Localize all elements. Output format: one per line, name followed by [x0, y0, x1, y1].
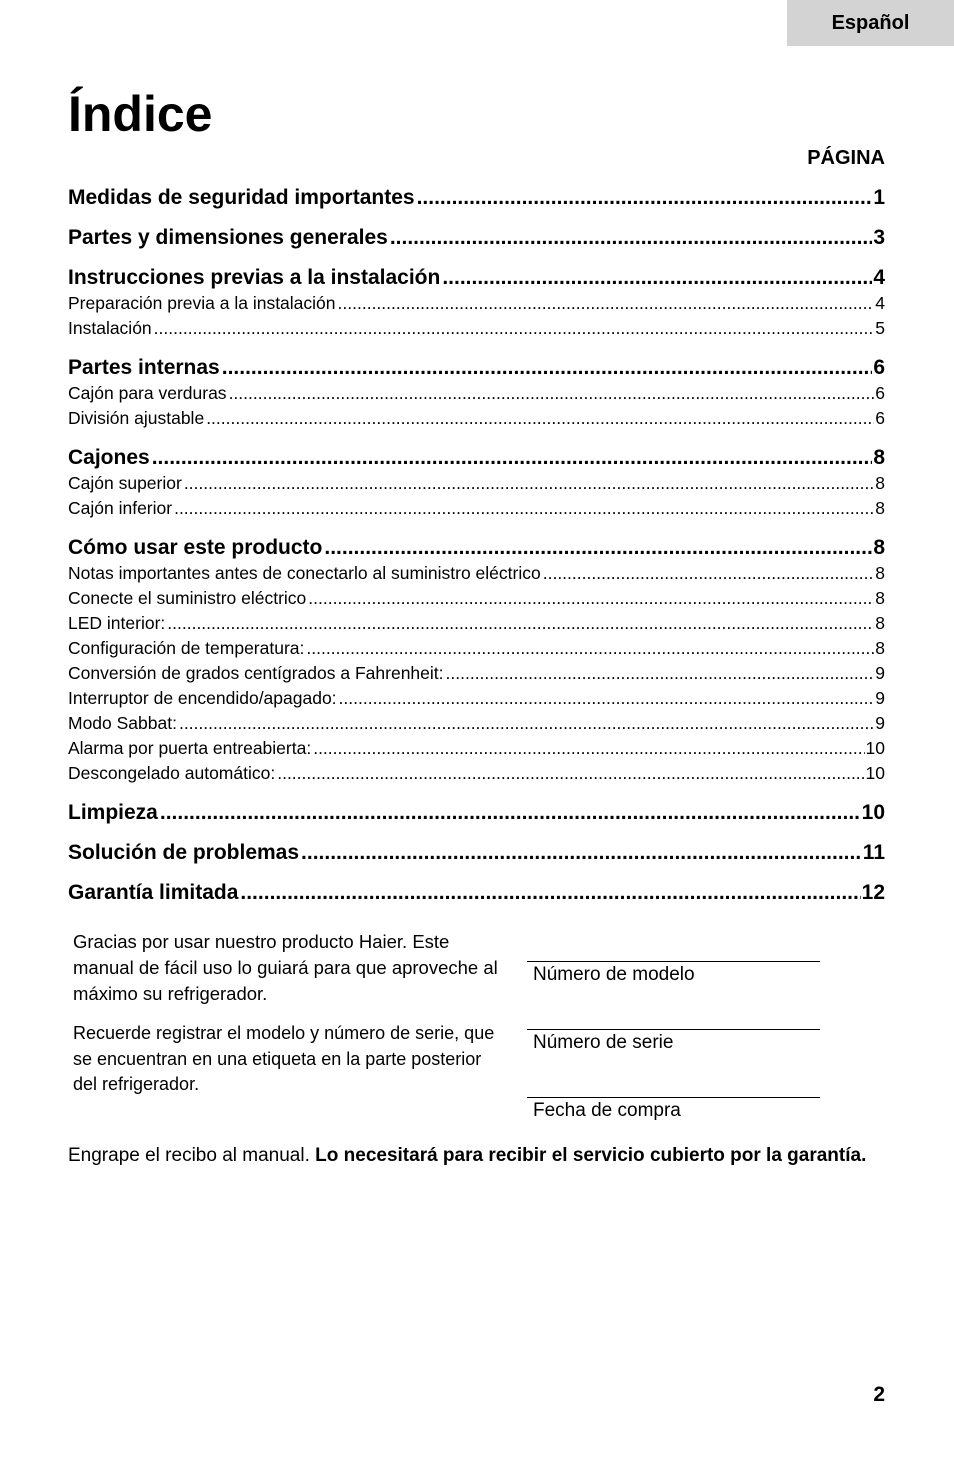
toc-entry-page: 4: [873, 266, 885, 289]
dot-leader: [152, 445, 873, 471]
toc-subentry-title: Notas importantes antes de conectarlo al suministro eléctrico: [68, 563, 541, 583]
toc-subentry-page: 9: [875, 688, 885, 708]
toc-section: [68, 185, 885, 211]
toc-subentry[interactable]: [68, 381, 885, 406]
toc-entry[interactable]: [68, 535, 885, 561]
toc-section: [68, 535, 885, 786]
dot-leader: [543, 561, 875, 586]
toc-entry-page: 10: [861, 801, 885, 824]
toc-subentry-page: 5: [875, 318, 885, 338]
dot-leader: [417, 185, 873, 211]
toc-entry[interactable]: [68, 840, 885, 866]
toc-subentry-title: Configuración de temperatura:: [68, 638, 305, 658]
toc-entry[interactable]: [68, 185, 885, 211]
dot-leader: [167, 611, 874, 636]
toc-subentry-page: 4: [875, 293, 885, 313]
toc-section: [68, 840, 885, 866]
toc-subentry-page: 6: [875, 408, 885, 428]
dot-leader: [174, 496, 874, 521]
staple-note-text: Engrape el recibo al manual.: [68, 1145, 316, 1166]
toc-subentry-page: 8: [875, 563, 885, 583]
page-column-header: PÁGINA: [807, 147, 885, 169]
thanks-paragraph: Gracias por usar nuestro producto Haier. Este manual de fácil uso lo guiará para que aproveche al máximo su refrigerador.: [73, 931, 498, 1004]
toc-subentry-title: Conversión de grados centígrados a Fahrenheit:: [68, 663, 444, 683]
toc-subentry[interactable]: [68, 586, 885, 611]
toc-subentry-page: 6: [875, 383, 885, 403]
toc-subentry-page: 10: [865, 763, 885, 783]
toc-subentry-title: Preparación previa a la instalación: [68, 293, 336, 313]
toc-subentry-page: 8: [875, 588, 885, 608]
toc-subentry-title: Modo Sabbat:: [68, 713, 177, 733]
toc-subentry-page: 8: [875, 613, 885, 633]
toc-entry-title: Garantía limitada: [68, 881, 239, 904]
toc-entry-page: 8: [873, 446, 885, 469]
toc-subentry-page: 9: [875, 663, 885, 683]
dot-leader: [160, 800, 861, 826]
toc-entry-page: 1: [873, 186, 885, 209]
toc-section: [68, 355, 885, 431]
model-number-label: Número de modelo: [533, 964, 695, 985]
dot-leader: [338, 291, 875, 316]
toc-subentry[interactable]: [68, 496, 885, 521]
toc-subentry[interactable]: [68, 406, 885, 431]
toc-subentry-title: Interruptor de encendido/apagado:: [68, 688, 337, 708]
toc-subentry[interactable]: [68, 611, 885, 636]
serial-number-label: Número de serie: [533, 1032, 674, 1053]
purchase-date-label: Fecha de compra: [533, 1100, 681, 1121]
toc-entry[interactable]: [68, 355, 885, 381]
toc-subentry[interactable]: [68, 736, 885, 761]
toc-section: [68, 265, 885, 341]
staple-note-emphasis: Lo necesitará para recibir el servicio cubierto por la garantía.: [315, 1145, 867, 1166]
toc-subentry-title: Cajón superior: [68, 473, 182, 493]
toc-section: [68, 880, 885, 906]
toc-entry[interactable]: [68, 265, 885, 291]
staple-receipt-note: [68, 1143, 868, 1168]
dot-leader: [308, 586, 874, 611]
toc-entry-title: Medidas de seguridad importantes: [68, 186, 415, 209]
dot-leader: [301, 840, 862, 866]
serial-number-field[interactable]: [527, 1029, 820, 1054]
toc-entry-title: Partes internas: [68, 356, 220, 379]
toc-subentry[interactable]: [68, 471, 885, 496]
dot-leader: [179, 711, 874, 736]
toc-subentry-title: Descongelado automático:: [68, 763, 276, 783]
toc-subentry-page: 9: [875, 713, 885, 733]
toc-subentry[interactable]: [68, 636, 885, 661]
dot-leader: [324, 535, 872, 561]
dot-leader: [390, 225, 872, 251]
toc-subentry[interactable]: [68, 686, 885, 711]
toc-subentry-page: 8: [875, 498, 885, 518]
toc-subentry-title: Alarma por puerta entreabierta:: [68, 738, 312, 758]
toc-entry-title: Cómo usar este producto: [68, 536, 323, 559]
toc-subentry[interactable]: [68, 316, 885, 341]
toc-entry-page: 3: [873, 226, 885, 249]
toc-entry-page: 12: [861, 881, 885, 904]
toc-subentry[interactable]: [68, 561, 885, 586]
toc-entry-title: Instrucciones previas a la instalación: [68, 266, 441, 289]
toc-entry-page: 6: [873, 356, 885, 379]
table-of-contents: [68, 185, 885, 920]
dot-leader: [206, 406, 874, 431]
toc-subentry[interactable]: [68, 711, 885, 736]
toc-entry-title: Limpieza: [68, 801, 158, 824]
toc-entry[interactable]: [68, 225, 885, 251]
toc-entry[interactable]: [68, 880, 885, 906]
toc-entry[interactable]: [68, 800, 885, 826]
dot-leader: [154, 316, 875, 341]
model-number-field[interactable]: [527, 961, 820, 986]
toc-subentry-title: División ajustable: [68, 408, 205, 428]
toc-section: [68, 800, 885, 826]
reminder-paragraph: Recuerde registrar el modelo y número de serie, que se encuentran en una etiqueta en la parte posterior del refrigerador.: [73, 1023, 495, 1094]
toc-entry-title: Cajones: [68, 446, 150, 469]
dot-leader: [184, 471, 874, 496]
toc-subentry-page: 8: [875, 638, 885, 658]
toc-section: [68, 445, 885, 521]
dot-leader: [339, 686, 875, 711]
toc-section: [68, 225, 885, 251]
toc-subentry-title: Cajón inferior: [68, 498, 173, 518]
dot-leader: [446, 661, 875, 686]
toc-subentry[interactable]: [68, 661, 885, 686]
dot-leader: [222, 355, 873, 381]
dot-leader: [313, 736, 864, 761]
toc-entry[interactable]: [68, 445, 885, 471]
language-tab: Español: [787, 0, 954, 46]
toc-subentry-title: LED interior:: [68, 613, 166, 633]
page-title: Índice: [68, 86, 213, 142]
toc-entry-page: 11: [862, 841, 885, 864]
toc-subentry-title: Instalación: [68, 318, 152, 338]
page-number: 2: [873, 1383, 885, 1406]
toc-subentry-page: 8: [875, 473, 885, 493]
toc-subentry[interactable]: [68, 291, 885, 316]
toc-subentry-title: Cajón para verduras: [68, 383, 227, 403]
toc-entry-page: 8: [873, 536, 885, 559]
dot-leader: [229, 381, 875, 406]
dot-leader: [442, 265, 872, 291]
dot-leader: [277, 761, 864, 786]
toc-entry-title: Partes y dimensiones generales: [68, 226, 388, 249]
purchase-date-field[interactable]: [527, 1097, 820, 1122]
toc-subentry[interactable]: [68, 761, 885, 786]
toc-subentry-page: 10: [865, 738, 885, 758]
dot-leader: [240, 880, 860, 906]
toc-subentry-title: Conecte el suministro eléctrico: [68, 588, 307, 608]
toc-entry-title: Solución de problemas: [68, 841, 300, 864]
dot-leader: [306, 636, 874, 661]
